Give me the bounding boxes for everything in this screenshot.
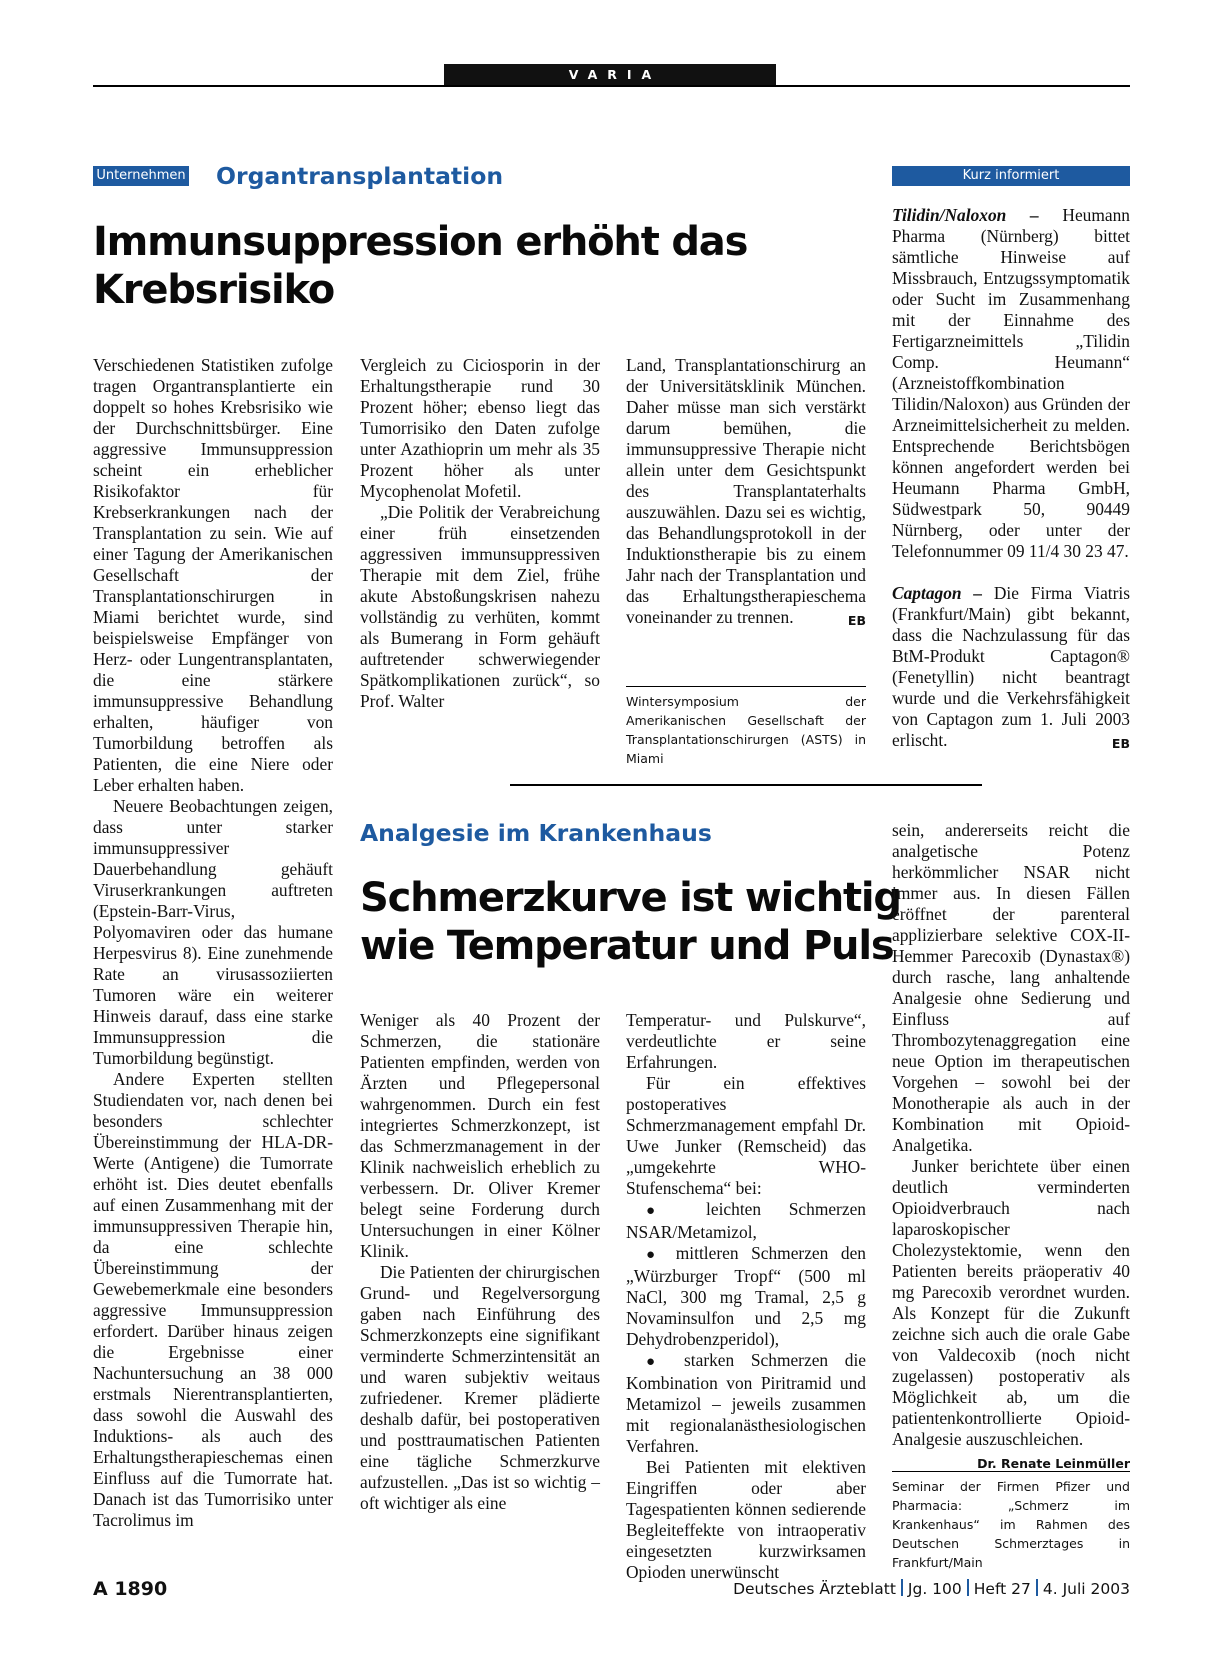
sidebar-tag: Kurz informiert <box>892 166 1130 186</box>
article1-column1 <box>93 355 333 1531</box>
sidebar-item-lead: Tilidin/Naloxon – <box>892 205 1039 225</box>
footer-separator <box>1036 1579 1038 1596</box>
article2-signature: Dr. Renate Leinmüller <box>977 1456 1130 1471</box>
article2-paragraph <box>892 1156 1130 1471</box>
article2-paragraph: Temperatur- und Pulskurve“, verdeutlichte er seine Erfahrungen. <box>626 1010 866 1072</box>
list-item <box>626 1350 866 1457</box>
article1-paragraph: Verschiedenen Statistiken zufolge tragen Organtransplantierte ein doppelt so hohes Krebsrisiko wie der Durchschnittsbürger. Eine aggressive Immunsuppression scheint ein erheblicher Risikofaktor für Krebserkrankungen nach der Transplantation zu sein. Wie auf einer Tagung der Amerikanischen Gesellschaft der Transplantationschirurgen in Miami berichtet wurde, sind beispielsweise Empfänger von Herz- oder Lungentransplantaten, die eine stärkere immunsuppressive Behandlung erhalten, häufiger von Tumorbildung betroffen als Patienten, die eine Niere oder Leber erhalten haben. <box>93 355 333 795</box>
article2-headline <box>360 874 901 970</box>
bullet-icon: ● <box>646 1247 664 1263</box>
page-number <box>93 1578 167 1601</box>
article2-column2 <box>626 1010 866 1583</box>
sidebar-item-text: Die Firma Viatris (Frankfurt/Main) gibt bekannt, dass die Nachzulassung für das BtM-Produkt Captagon® (Fenetyllin) nicht beantragt wurde und die Verkehrsfähigkeit von Captagon zum 1. Juli 2003 erlischt. <box>892 583 1131 750</box>
sidebar-item-lead: Captagon – <box>892 583 983 603</box>
article2-column3 <box>892 820 1130 1474</box>
footer-separator <box>901 1579 903 1596</box>
article2-kicker: Analgesie im Krankenhaus <box>360 819 712 847</box>
sidebar-signature: EB <box>1111 736 1130 751</box>
journal-volume: Jg. 100 <box>907 1580 962 1598</box>
article2-source-note: Seminar der Firmen Pfizer und Pharmacia: „Schmerz im Krankenhaus“ im Rahmen des Deutschen Schmerztages in Frankfurt/Main <box>892 1479 1130 1570</box>
list-item-text: starken Schmerzen die Kombination von Piritramid und Metamizol – jeweils zusammen mit regionalanästhesiologischen Verfahren. <box>626 1350 866 1456</box>
list-item-text: mittleren Schmerzen den „Würzburger Tropf“ (500 ml NaCl, 300 mg Tramal, 2,5 g Novaminsulfon und 2,5 mg Dehydrobenzperidol), <box>626 1243 866 1349</box>
article1-kicker: Organtransplantation <box>216 162 504 190</box>
article2-paragraph-text: Junker berichtete über einen deutlich verminderten Opioidverbrauch nach laparoskopischer Cholezystektomie, wenn den Patienten bereits präoperativ 40 mg Parecoxib verordnet wurden. Als Konzept für die Zukunft zeichne sich auch die orale Gabe von Valdecoxib (noch nicht zugelassen) postoperativ als Möglichkeit ab, um die patientenkontrollierte Opioid-Analgesie auszuschleichen. <box>892 1156 1130 1449</box>
journal-info <box>733 1578 1130 1600</box>
header-rule <box>93 85 1130 87</box>
page-number-text: A 1890 <box>93 1578 168 1600</box>
article2-note-rule <box>892 1471 1130 1472</box>
article1-paragraph: Neuere Beobachtungen zeigen, dass unter starker immunsuppressiver Dauerbehandlung gehäuft Viruserkrankungen auftreten (Epstein-Barr-Virus, Polyomaviren oder das humane Herpesvirus 8). Eine zunehmende Rate an virusassoziierten Tumoren wäre ein weiterer Hinweis darauf, dass eine starke Immunsuppression die Tumorbildung begünstigt. <box>93 796 333 1068</box>
section-label: VARIA <box>444 64 776 85</box>
article2-paragraph: Bei Patienten mit elektiven Eingriffen oder aber Tagespatienten können sedierende Begleiteffekte von intraoperativ eingesetzten kurzwirksamen Opioden unerwünscht <box>626 1457 866 1582</box>
article1-tag: Unternehmen <box>93 166 189 186</box>
article1-paragraph: Andere Experten stellten Studiendaten vor, nach denen bei besonders schlechter Übereinstimmung der HLA-DR-Werte (Antigene) die Tumorrate erhöht ist. Dies deutet ebenfalls auf einen Zusammenhang mit der immunsuppressiven Therapie hin, da eine schlechte Übereinstimmung der Gewebemerkmale eine besonders aggressive Immunsuppression erfordert. Darüber hinaus zeigen die Ergebnisse einer Nachuntersuchung an 38 000 erstmals Nierentransplantierten, dass sowohl die Auswahl des Induktions- als auch des Erhaltungstherapieschemas einen Einfluss auf die Tumorrate hat. Danach ist das Tumorrisiko unter Tacrolimus im <box>93 1069 333 1530</box>
sidebar-item-tilidin <box>892 205 1130 562</box>
article2-headline-line2: wie Temperatur und Puls <box>360 923 894 969</box>
bullet-icon: ● <box>646 1203 679 1219</box>
article1-headline-line1: Immunsuppression erhöht das <box>93 219 748 265</box>
article1-paragraph: Vergleich zu Ciciosporin in der Erhaltungstherapie rund 30 Prozent höher; ebenso liegt das Tumorrisiko den Daten zufolge unter Azathioprin um mehr als 35 Prozent höher als unter Mycophenolat Mofetil. <box>360 355 600 501</box>
article2-paragraph: Für ein effektives postoperatives Schmerzmanagement empfahl Dr. Uwe Junker (Remscheid) das „umgekehrte WHO-Stufenschema“ bei: <box>626 1073 866 1198</box>
list-item <box>626 1199 866 1243</box>
article1-paragraph-text: Land, Transplantationschirurg an der Universitätsklinik München. Daher müsse man sich verstärkt darum bemühen, die immunsuppressive Therapie nicht allein unter dem Gesichtspunkt des Transplantaterhalts auszuwählen. Dazu sei es wichtig, das Behandlungsprotokoll in der Induktionstherapie bis zu einem Jahr nach der Transplantation und das Erhaltungstherapieschema voneinander zu trennen. <box>626 355 866 627</box>
sidebar-item-text: Heumann Pharma (Nürnberg) bittet sämtliche Hinweise auf Missbrauch, Entzugssymptomatik oder Sucht im Zusammenhang mit der Einnahme des Fertigarzneimittels „Tilidin Comp. Heumann“ (Arzneistoffkombination Tilidin/Naloxon) aus Gründen der Arzneimittelsicherheit zu melden. Entsprechende Berichtsbögen können angefordert werden bei Heumann Pharma GmbH, Südwestpark 50, 90449 Nürnberg, oder unter der Telefonnummer 09 11/4 30 23 47. <box>892 205 1130 561</box>
journal-issue: Heft 27 <box>973 1580 1031 1598</box>
article1-paragraph <box>626 355 866 628</box>
list-item <box>626 1243 866 1350</box>
article2-column1 <box>360 1010 600 1514</box>
bullet-icon: ● <box>646 1354 668 1370</box>
article1-headline-line2: Krebsrisiko <box>93 267 335 313</box>
footer-separator <box>967 1579 969 1596</box>
journal-date: 4. Juli 2003 <box>1042 1580 1130 1598</box>
sidebar-column <box>892 205 1130 754</box>
article1-note-rule <box>626 686 866 687</box>
article1-paragraph: „Die Politik der Verabreichung einer früh einsetzenden aggressiven immunsuppressiven Therapie mit dem Ziel, frühe akute Abstoßungskrisen nahezu vollständig zu verhüten, kommt als Bumerang in Form gehäuft auftretender schwerwiegender Spätkomplikationen zurück“, so Prof. Walter <box>360 502 600 711</box>
article2-paragraph: Weniger als 40 Prozent der Schmerzen, die stationäre Patienten empfinden, werden von Ärzten und Pflegepersonal wahrgenommen. Durch ein fest integriertes Schmerzkonzept, ist das Schmerzmanagement in der Klinik nachweislich erheblich zu verbessern. Dr. Oliver Kremer belegt seine Forderung durch Untersuchungen in einer Kölner Klinik. <box>360 1010 600 1261</box>
article1-source-note: Wintersymposium der Amerikanischen Gesellschaft der Transplantationschirurgen (ASTS) in Miami <box>626 694 866 766</box>
article1-headline <box>93 218 747 314</box>
article2-paragraph: Die Patienten der chirurgischen Grund- und Regelversorgung gaben nach Einführung des Schmerzkonzepts eine signifikant verminderte Schmerzintensität an und waren subjektiv weitaus zufriedener. Kremer plädierte deshalb dafür, bei postoperativen und posttraumatischen Patienten eine tägliche Schmerzkurve aufzustellen. „Das ist so wichtig – oft wichtiger als eine <box>360 1262 600 1513</box>
article1-column3 <box>626 355 866 631</box>
journal-name: Deutsches Ärzteblatt <box>733 1580 896 1598</box>
sidebar-item-captagon <box>892 583 1130 751</box>
article1-column2 <box>360 355 600 712</box>
article-divider <box>510 784 982 786</box>
article2-paragraph: sein, andererseits reicht die analgetische Potenz herkömmlicher NSAR nicht immer aus. In diesen Fällen eröffnet der parenteral applizierbare selektive COX-II-Hemmer Parecoxib (Dynastax®) durch rasche, lang anhaltende Analgesie ohne Sedierung und Einfluss auf Thrombozytenaggregation eine neue Option im therapeutischen Vorgehen – sowohl bei der Monotherapie als auch in der Kombination mit Opioid-Analgetika. <box>892 820 1130 1155</box>
list-item-text: leichten Schmerzen NSAR/Metamizol, <box>626 1199 866 1242</box>
article1-signature: EB <box>847 613 866 628</box>
article2-headline-line1: Schmerzkurve ist wichtig <box>360 875 901 921</box>
